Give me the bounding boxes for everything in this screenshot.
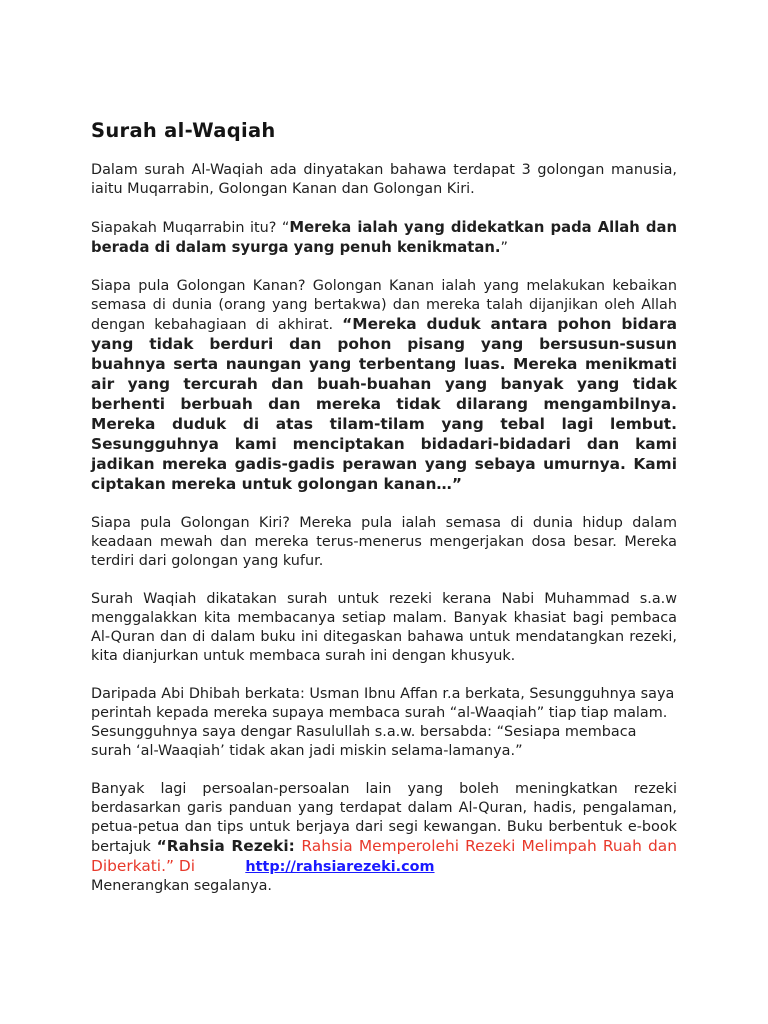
rahsiarezeki-link[interactable]: http://rahsiarezeki.com <box>245 859 435 875</box>
ebook-lead: Banyak lagi persoalan-persoalan lain yang boleh meningkatkan rezeki berdasarkan garis panduan yang terdapat dalam Al-Quran, hadis, pengalaman, petua-petua dan tips untuk berjaya dari segi kewangan. Buku berbentuk e-book bertajuk <box>91 781 677 855</box>
paragraph-ebook <box>91 780 677 896</box>
paragraph-muqarrabin <box>91 218 677 258</box>
paragraph-rezeki: Surah Waqiah dikatakan surah untuk rezeki kerana Nabi Muhammad s.a.w menggalakkan kita membacanya setiap malam. Banyak khasiat bagi pembaca Al-Quran dan di dalam buku ini ditegaskan bahawa untuk mendatangkan rezeki, kita dianjurkan untuk membaca surah ini dengan khusyuk. <box>91 591 677 664</box>
ebook-end: Menerangkan segalanya. <box>91 878 272 894</box>
kanan-lead: Siapa pula Golongan Kanan? Golongan Kanan ialah yang melakukan kebaikan semasa di dunia (orang yang bertakwa) dan mereka talah dijanjikan oleh Allah dengan kebahagiaan di akhirat. <box>91 278 677 333</box>
paragraph-golongan-kanan <box>91 277 677 495</box>
paragraph-hadith: Daripada Abi Dhibah berkata: Usman Ibnu Affan r.a berkata, Sesungguhnya saya perintah kepada mereka supaya membaca surah “al-Waaqiah” tiap tiap malam. Sesungguhnya saya dengar Rasulullah s.a.w. bersabda: “Sesiapa membaca surah ‘al-Waaqiah’ tidak akan jadi miskin selama-lamanya.” <box>91 686 675 759</box>
muqarrabin-lead: Siapakah Muqarrabin itu? “ <box>91 220 290 236</box>
paragraph-intro: Dalam surah Al-Waqiah ada dinyatakan bahawa terdapat 3 golongan manusia, iaitu Muqarrabin, Golongan Kanan dan Golongan Kiri. <box>91 162 677 197</box>
paragraph-golongan-kiri: Siapa pula Golongan Kiri? Mereka pula ialah semasa di dunia hidup dalam keadaan mewah dan mereka terus-menerus mengerjakan dosa besar. Mereka terdiri dari golongan yang kufur. <box>91 515 677 569</box>
ebook-title-red: Rahsia Memperolehi Rezeki Melimpah Ruah dan Diberkati. <box>91 837 677 875</box>
document-page <box>91 118 677 915</box>
kanan-quote: “Mereka duduk antara pohon bidara yang tidak berduri dan pohon pisang yang bersusun-susun buahnya serta naungan yang terbentang luas. Mereka menikmati air yang tercurah dan buah-buahan yang banyak yang tidak berhenti berbuah dan mereka tidak dilarang mengambilnya. Mereka duduk di atas tilam-tilam yang tebal lagi lembut. Sesungguhnya kami menciptakan bidadari-bidadari dan kami jadikan mereka gadis-gadis perawan yang sebaya umurnya. Kami ciptakan mereka untuk golongan kanan…” <box>91 315 677 493</box>
ebook-title-close: ” Di <box>165 857 195 875</box>
ebook-title-open: “Rahsia Rezeki: <box>156 837 302 855</box>
page-title: Surah al-Waqiah <box>91 119 276 142</box>
muqarrabin-quote: Mereka ialah yang didekatkan pada Allah dan berada di dalam syurga yang penuh kenikmatan. <box>91 219 677 256</box>
muqarrabin-quote-end: ” <box>500 240 508 256</box>
